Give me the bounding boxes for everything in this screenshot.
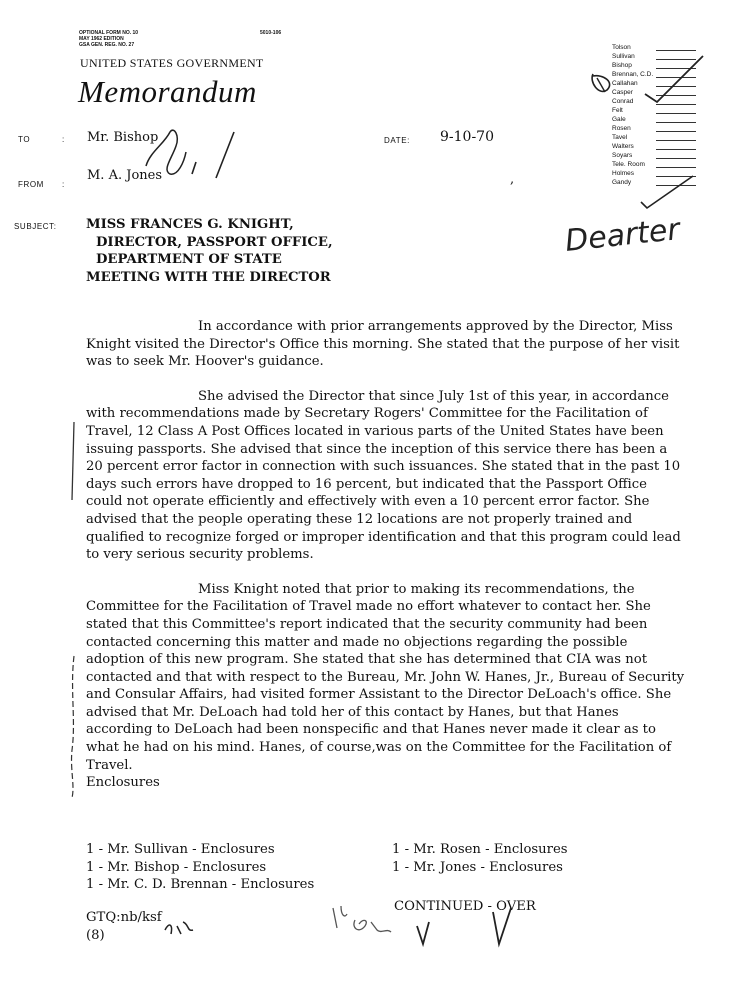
date-value: 9-10-70 [440, 129, 494, 145]
document-title: Memorandum [78, 74, 257, 109]
routing-checkmarks-icon [585, 52, 715, 212]
to-label: TO [18, 135, 31, 144]
routing-item: Casper [612, 89, 696, 98]
routing-item: Holmes [612, 170, 696, 179]
enclosures-label: Enclosures [86, 775, 160, 791]
distribution-item: 1 - Mr. Sullivan - Enclosures [86, 842, 275, 857]
to-value: Mr. Bishop [87, 130, 159, 145]
body-paragraph: Miss Knight noted that prior to making its recommendations, the Committee for the Facilitation of Travel made no effort whatever to contact her. She stated that this Committee's report indicated that the security community had been contacted concerning this matter and made no objections regarding the possible adoption of this new program. She stated that she has determined that CIA was not contacted and that with respect to the Bureau, Mr. John W. Hanes, Jr., Bureau of Security and Consular Affairs, had visited former Assistant to the Director DeLoach's office. She advised that Mr. DeLoach had told her of this contact by Hanes, but that Hanes according to DeLoach had been nonspecific and that Hanes never made it clear as to what he had on his mind. Hanes, of course,was on the Committee for the Facilitation of Travel. [86, 581, 685, 773]
continued-over: CONTINUED - OVER [394, 899, 536, 914]
typist-initials: GTQ:nb/ksf [86, 910, 162, 925]
routing-item: Callahan [612, 80, 696, 89]
routing-item: Conrad [612, 98, 696, 107]
margin-bracket-icon [66, 420, 82, 800]
from-label: FROM [18, 180, 44, 189]
subject-line: DEPARTMENT OF STATE [96, 252, 282, 268]
routing-item: Tele. Room [612, 161, 696, 170]
to-colon: : [62, 135, 65, 144]
subject-label: SUBJECT: [14, 222, 57, 231]
body-paragraph: In accordance with prior arrangements approved by the Director, Miss Knight visited the Director's Office this morning. She stated that the purpose of her visit was to seek Mr. Hoover's guidance. [86, 319, 680, 370]
form-line-3: GSA GEN. REG. NO. 27 [79, 42, 135, 48]
routing-item: Bishop [612, 62, 696, 71]
page-count: (8) [86, 928, 105, 943]
stray-comma: , [510, 172, 515, 187]
form-line-2: MAY 1962 EDITION [79, 36, 124, 42]
body-paragraph: She advised the Director that since July 1st of this year, in accordance with recommendations made by Secretary Rogers' Committee for the Facilitation of Travel, 12 Class A Post Offices located in various parts of the United States have been issuing passports. She advised that since the inception of this service there has been a 20 percent error factor in connection with such issuances. She stated that in the past 10 days such errors have dropped to 16 percent, but indicated that the Passport Office could not operate efficiently and effectively with even a 10 percent error factor. She advised that the people operating these 12 locations are not properly trained and qualified to recognize forged or improper identification and that this program could lead to very serious security problems. [86, 388, 681, 563]
handwritten-initials-icon [140, 122, 250, 192]
routing-item: Gandy [612, 179, 696, 188]
routing-item: Gale [612, 116, 696, 125]
memo-body [86, 318, 686, 792]
routing-item: Felt [612, 107, 696, 116]
date-label: DATE: [384, 136, 410, 145]
routing-item: Walters [612, 143, 696, 152]
distribution-item [392, 876, 652, 894]
from-colon: : [62, 180, 65, 189]
routing-item: Tolson [612, 44, 696, 53]
subject-line: MISS FRANCES G. KNIGHT, [86, 217, 294, 232]
distribution-item: 1 - Mr. Rosen - Enclosures [392, 842, 568, 857]
routing-item: Sullivan [612, 53, 696, 62]
form-line-1: OPTIONAL FORM NO. 10 [79, 30, 139, 36]
form-code: 5010-106 [260, 30, 282, 36]
handwritten-footer-marks-icon [155, 900, 535, 955]
distribution-item: 1 - Mr. C. D. Brennan - Enclosures [86, 877, 315, 892]
distribution-list [86, 841, 652, 894]
subject-line: MEETING WITH THE DIRECTOR [86, 269, 331, 285]
subject-line: DIRECTOR, PASSPORT OFFICE, [96, 234, 333, 250]
routing-item: Soyars [612, 152, 696, 161]
from-value: M. A. Jones [87, 168, 163, 183]
form-number-block [79, 30, 138, 48]
subject-block [86, 216, 333, 286]
handwritten-subject-note: Dearter [563, 212, 682, 259]
routing-item: Rosen [612, 125, 696, 134]
routing-item: Tavel [612, 134, 696, 143]
distribution-item: 1 - Mr. Bishop - Enclosures [86, 859, 267, 875]
distribution-item: 1 - Mr. Jones - Enclosures [392, 859, 563, 875]
agency-name: UNITED STATES GOVERNMENT [80, 56, 264, 70]
routing-item: Brennan, C.D. [612, 71, 696, 80]
